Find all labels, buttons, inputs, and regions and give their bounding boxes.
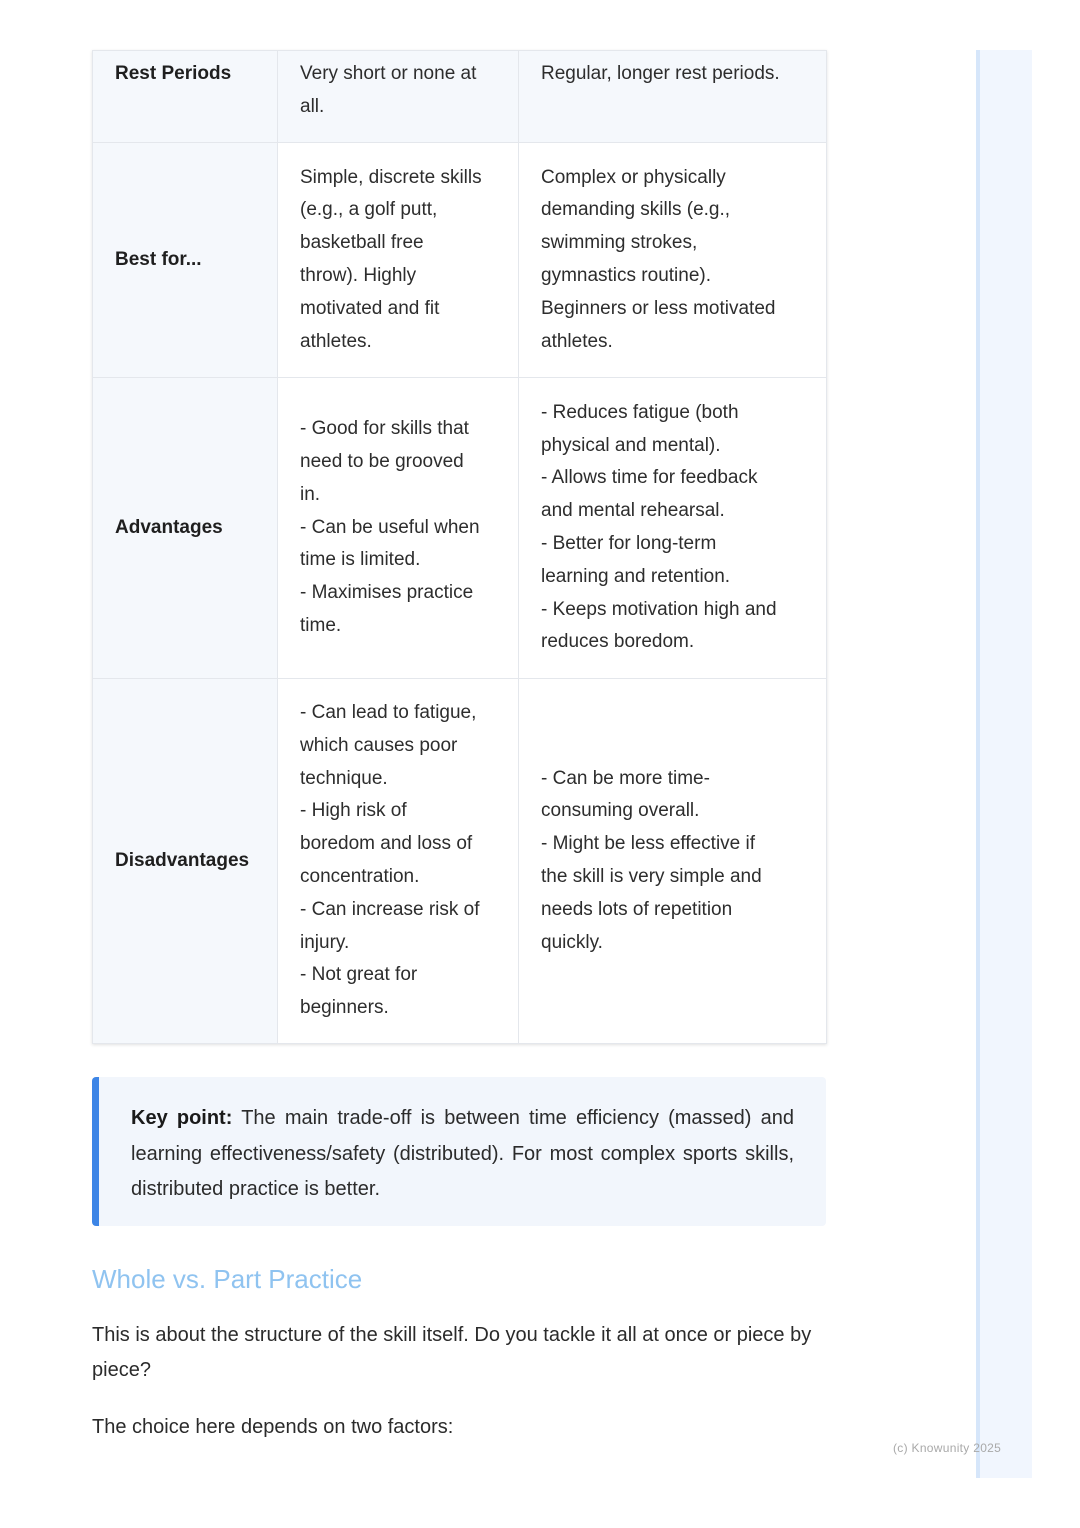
key-point-callout: [92, 1077, 826, 1226]
side-panel: [976, 50, 1032, 1478]
row-label: Best for...: [93, 143, 278, 378]
distributed-cell: - Can be more time- consuming overall. - Might be less effective if the skill is very simple and needs lots of repetition quickly.: [541, 767, 762, 953]
table-row: [93, 378, 827, 679]
table-row: [93, 143, 827, 378]
copyright-footer: (c) Knowunity 2025: [893, 1441, 1002, 1455]
key-point-label: Key point:: [131, 1107, 233, 1129]
row-label: Disadvantages: [93, 679, 278, 1044]
row-label: Rest Periods: [93, 51, 278, 143]
row-label: Advantages: [93, 378, 278, 679]
distributed-cell: Complex or physically demanding skills (e.g., swimming strokes, gymnastics routine). Beginners or less motivated athletes.: [541, 166, 776, 352]
table-row: [93, 679, 827, 1044]
distributed-cell: - Reduces fatigue (both physical and mental). - Allows time for feedback and mental rehearsal. - Better for long-term learning and retention. - Keeps motivation high and reduces boredom.: [541, 401, 777, 653]
intro-paragraph: This is about the structure of the skill itself. Do you tackle it all at once or piece by piece?: [92, 1324, 812, 1381]
massed-cell: - Good for skills that need to be grooved in. - Can be useful when time is limited. - Maximises practice time.: [300, 418, 480, 636]
distributed-cell: Regular, longer rest periods.: [541, 63, 780, 84]
key-point-text: The main trade-off is between time efficiency (massed) and learning effectiveness/safety (distributed). For most complex sports skills, distributed practice is better.: [131, 1107, 794, 1200]
section-heading: Whole vs. Part Practice: [92, 1264, 363, 1294]
factors-paragraph: The choice here depends on two factors:: [92, 1416, 454, 1438]
massed-cell: Very short or none at all.: [300, 63, 477, 117]
table-row: [93, 51, 827, 143]
comparison-table: [92, 50, 827, 1044]
massed-cell: Simple, discrete skills (e.g., a golf putt, basketball free throw). Highly motivated and fit athletes.: [300, 166, 482, 352]
massed-cell: - Can lead to fatigue, which causes poor technique. - High risk of boredom and loss of concentration. - Can increase risk of injury. - Not great for beginners.: [300, 702, 480, 1019]
